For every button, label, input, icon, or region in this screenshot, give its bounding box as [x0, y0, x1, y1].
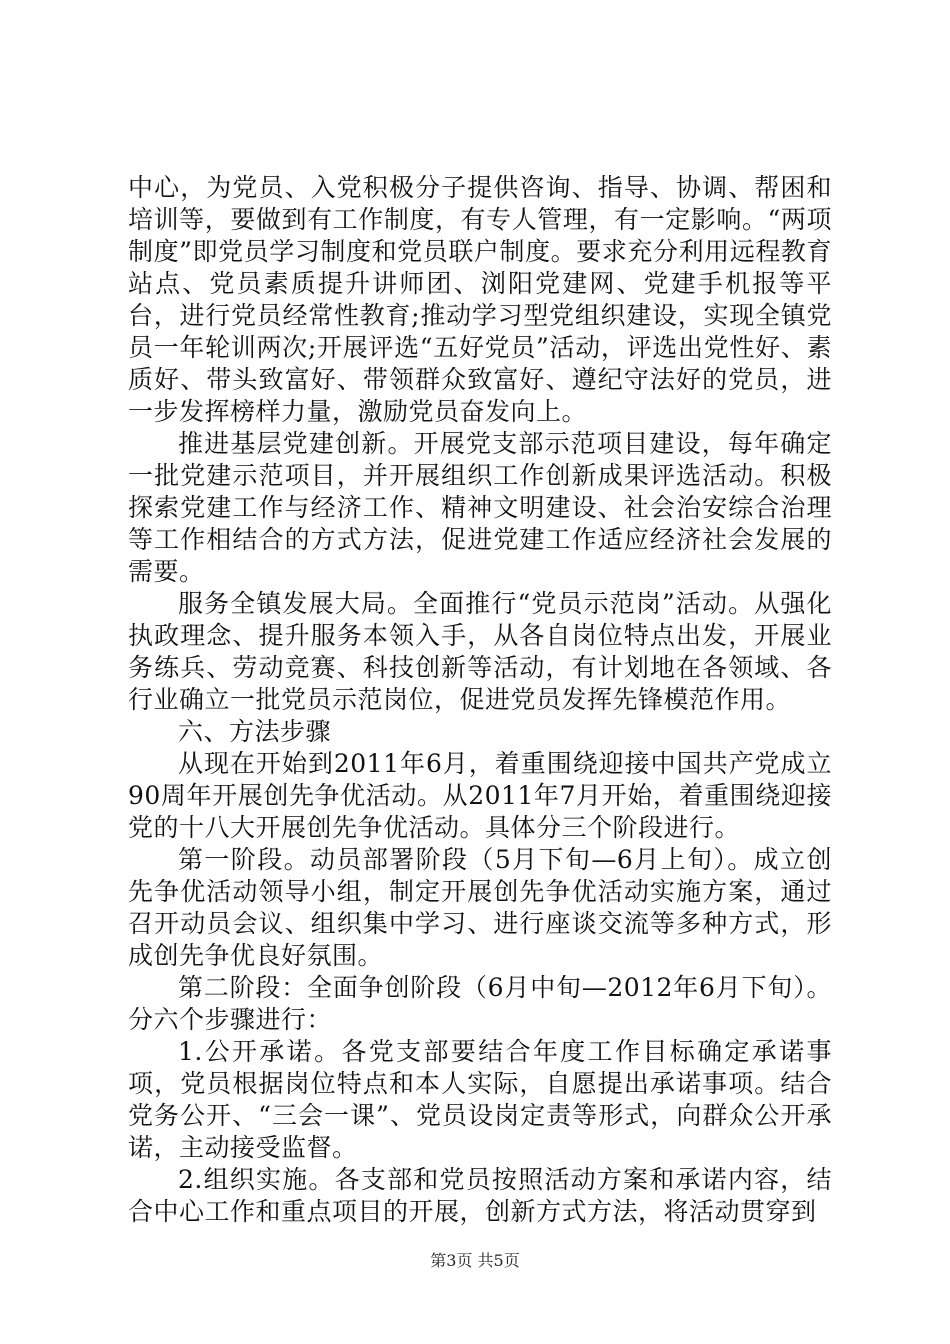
page-footer: 第3页 共5页: [430, 1251, 520, 1270]
paragraph-step-public-commitment: 1.公开承诺。各党支部要结合年度工作目标确定承诺事项，党员根据岗位特点和本人实际，自愿提出承诺事项。结合党务公开、“三会一课”、党员设岗定责等形式，向群众公开承诺，主动接受监督。: [128, 1037, 832, 1162]
paragraph-serve-development: 服务全镇发展大局。全面推行“党员示范岗”活动。从强化执政理念、提升服务本领入手，从各自岗位特点出发，开展业务练兵、劳动竞赛、科技创新等活动，有计划地在各领域、各行业确立一批党员示范岗位，促进党员发挥先锋模范作用。: [128, 589, 832, 714]
paragraph-step-implementation: 2.组织实施。各支部和党员按照活动方案和承诺内容，结合中心工作和重点项目的开展，创新方式方法，将活动贯穿到: [128, 1165, 832, 1226]
section-heading-methods-steps: 六、方法步骤: [178, 717, 332, 746]
paragraph-stage-two: 第二阶段：全面争创阶段（6月中旬—2012年6月下旬）。分六个步骤进行：: [128, 973, 832, 1034]
paragraph-stage-one: 第一阶段。动员部署阶段（5月下旬—6月上旬）。成立创先争优活动领导小组，制定开展创先争优活动实施方案，通过召开动员会议、组织集中学习、进行座谈交流等多种方式，形成创先争优良好氛围。: [128, 845, 832, 970]
paragraph-continuation: 中心，为党员、入党积极分子提供咨询、指导、协调、帮困和培训等，要做到有工作制度，有专人管理，有一定影响。“两项制度”即党员学习制度和党员联户制度。要求充分利用远程教育站点、党员素质提升讲师团、浏阳党建网、党建手机报等平台，进行党员经常性教育;推动学习型党组织建设，实现全镇党员一年轮训两次;开展评选“五好党员”活动，评选出党性好、素质好、带头致富好、带领群众致富好、遵纪守法好的党员，进一步发挥榜样力量，激励党员奋发向上。: [128, 173, 832, 426]
paragraph-party-innovation: 推进基层党建创新。开展党支部示范项目建设，每年确定一批党建示范项目，并开展组织工作创新成果评选活动。积极探索党建工作与经济工作、精神文明建设、社会治安综合治理等工作相结合的方式方法，促进党建工作适应经济社会发展的需要。: [128, 429, 832, 586]
document-body: [128, 172, 832, 1228]
paragraph-timeline: 从现在开始到2011年6月，着重围绕迎接中国共产党成立90周年开展创先争优活动。从2011年7月开始，着重围绕迎接党的十八大开展创先争优活动。具体分三个阶段进行。: [128, 749, 832, 842]
